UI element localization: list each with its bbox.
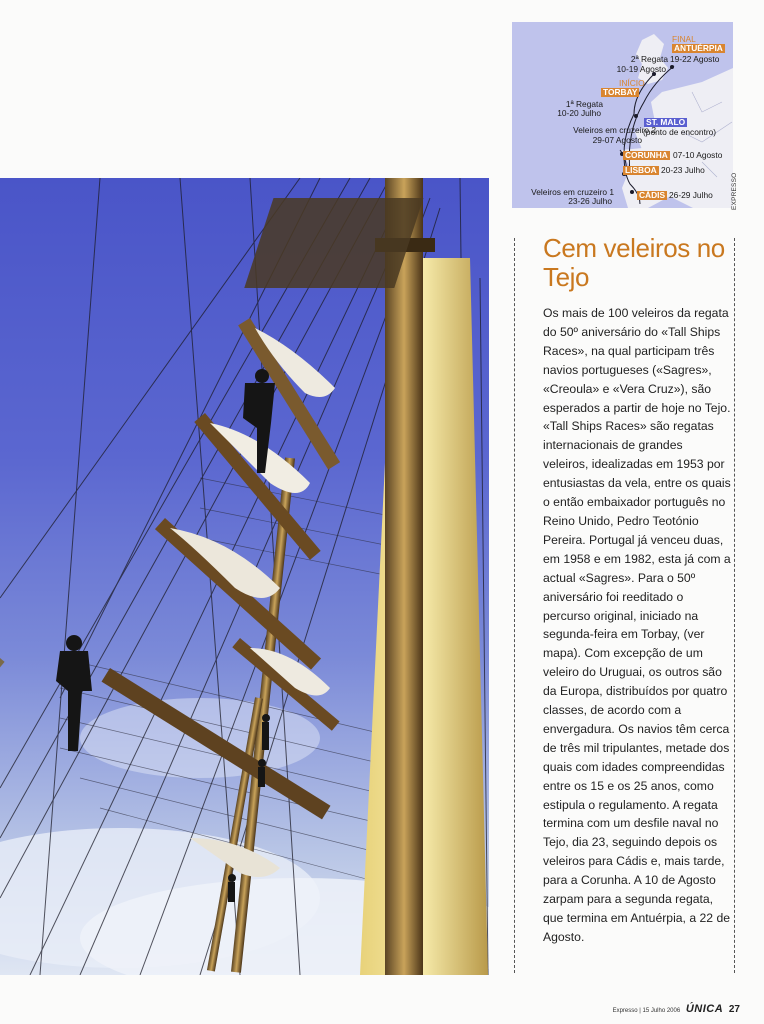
tall-ship-photo — [0, 178, 489, 975]
map-cadis-dates: 26-29 Julho — [669, 190, 713, 200]
map-cruzeiro2-label: Veleiros em cruzeiro 2 — [573, 125, 656, 135]
map-torbay-tag: TORBAY — [603, 87, 638, 97]
map-lisboa-tag: LISBOA — [625, 165, 657, 175]
map-inicio-label: INÍCIO — [619, 78, 645, 88]
map-cruzeiro1-dates: 23-26 Julho — [568, 196, 612, 206]
map-st-malo-note: (ponto de encontro) — [643, 127, 717, 137]
article-box — [514, 233, 735, 973]
page-number: 27 — [728, 1004, 740, 1015]
map-regata2-dates: 10-19 Agosto — [616, 64, 666, 74]
map-st-malo-tag: ST. MALO — [646, 117, 686, 127]
map-final-label: FINAL — [672, 34, 696, 44]
footer-brand: ÚNICA — [685, 1003, 724, 1015]
map-corunha-dates: 07-10 Agosto — [673, 150, 723, 160]
map-regata1-label: 1ª Regata — [565, 99, 603, 109]
map-credit: EXPRESSO — [731, 172, 738, 210]
regatta-route-map — [512, 22, 733, 208]
article-headline: Cem veleiros no Tejo — [543, 233, 725, 292]
map-regata1-dates: 10-20 Julho — [557, 108, 601, 118]
map-antuerpia-tag: ANTUÉRPIA — [674, 43, 723, 53]
map-corunha-tag: CORUNHA — [625, 150, 668, 160]
footer-source: Expresso | 15 Julho 2006 — [612, 1008, 681, 1014]
map-antuerpia-dates: 19-22 Agosto — [670, 54, 720, 64]
map-regata2-label: 2ª Regata — [630, 54, 668, 64]
map-cadis-tag: CÁDIS — [639, 190, 666, 200]
map-cruzeiro1-label: Veleiros em cruzeiro 1 — [531, 187, 614, 197]
map-cruzeiro2-dates: 29-07 Agosto — [592, 135, 642, 145]
map-lisboa-dates: 20-23 Julho — [661, 165, 705, 175]
page-footer — [613, 1003, 740, 1015]
article-body: Os mais de 100 veleiros da regata do 50º aniversário do «Tall Ships Races», na qual participam três navios portugueses («Sagres», «Creoula» e «Vera Cruz»), são esperados a partir de hoje no Tejo. «Tall Ships Races» são regatas internacionais de grandes veleiros, idealizadas em 1953 por entusiastas da vela, entre os quais o então embaixador português no Reino Unido, Pedro Teotónio Pereira. Portugal já venceu duas, em 1958 e em 1982, esta já com a actual «Sagres». Para o 50º aniversário foi reeditado o percurso original, iniciado na segunda-feira em Torbay, (ver mapa). Com excepção de um veleiro do Uruguai, os outros são da Europa, distribuídos por quatro classes, de acordo com a envergadura. Os navios têm cerca de três mil tripulantes, metade dos quais com idades compreendidas entre os 15 e os 25 anos, como estipula o regulamento. A regata termina com um desfile naval no Tejo, dia 23, seguindo depois os veleiros para Cádis e, mais tarde, para a Corunha. A 10 de Agosto zarpam para a segunda regata, que termina em Antuérpia, a 22 de Agosto. — [543, 306, 731, 944]
